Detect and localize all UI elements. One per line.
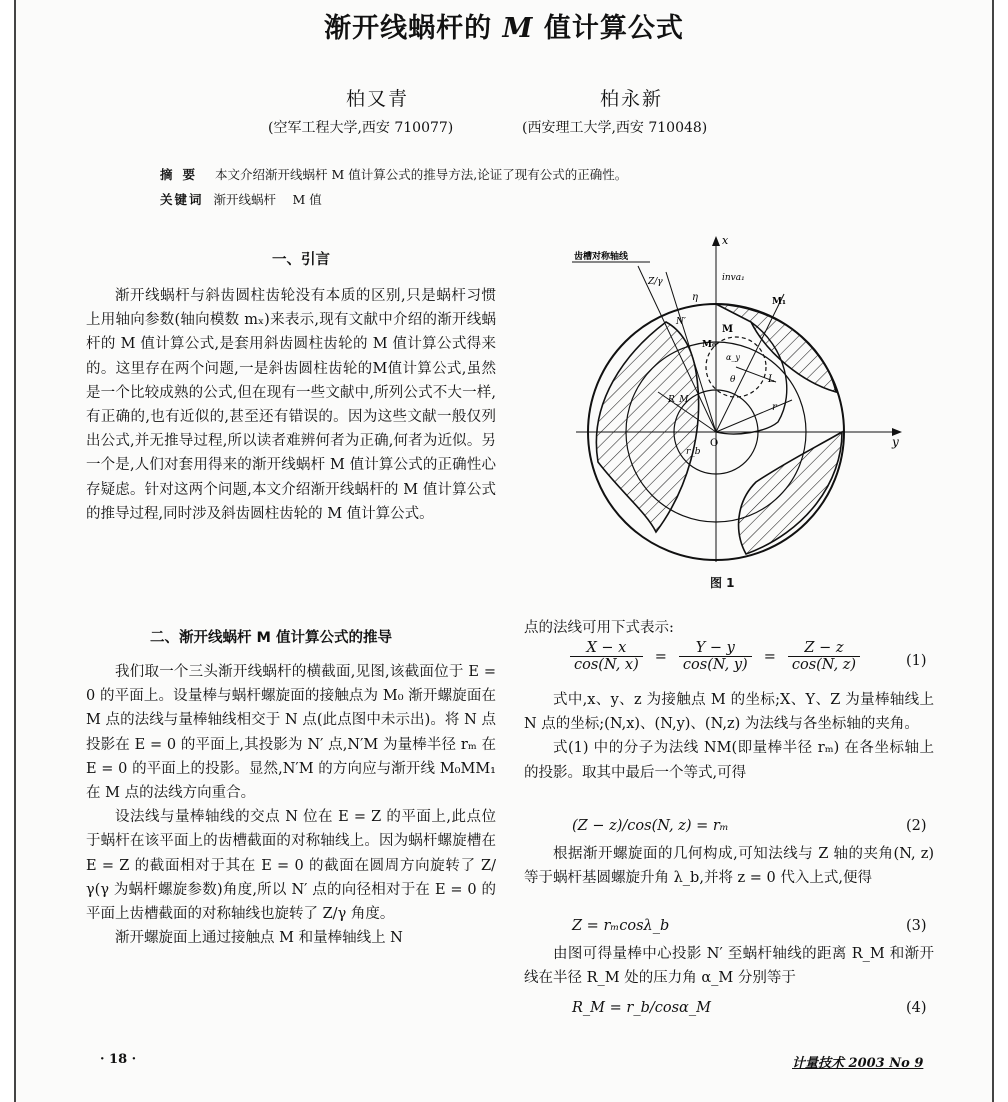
x-axis-arrow-icon	[712, 236, 720, 246]
section-1-heading: 一、引言	[272, 252, 330, 268]
section-2-paragraph: 设法线与量棒轴线的交点 N 位在 E = Z 的平面上,此点位于蜗杆在该平面上的齿槽截面的对称轴线上。因为蜗杆螺旋槽在 E = Z 的截面相对于其在 E = 0 的截面在圆周方向旋转了 Z/γ(γ 为蜗杆螺旋参数)角度,所以 N′ 点的向径相对于在 E = 0 的平面上齿槽截面的对称轴线也旋转了 Z/γ 角度。	[86, 809, 496, 923]
equation-1: $\frac{X - x}{\cos(N, x)}$ = $\frac{Y - y}{\cos(N, y)}$ = $\frac{Z - z}{\cos(N, z)}$	[564, 640, 866, 673]
right-col-para-1	[524, 688, 934, 785]
label-l: L	[768, 374, 775, 385]
author-2-name: 柏永新	[600, 88, 664, 110]
right-col-intro: 点的法线可用下式表示:	[524, 620, 674, 636]
right-paragraph: 由图可得量棒中心投影 N′ 至蜗杆轴线的距离 R_M 和渐开线在半径 R_M 处的压力角 α_M 分别等于	[524, 946, 934, 987]
eq1-numerator-1: X − x	[570, 640, 643, 657]
section-2-paragraph: 我们取一个三头渐开线蜗杆的横截面,见图,该截面位于 E = 0 的平面上。设量棒与蜗杆螺旋面的接触点为 M₀ 渐开螺旋面在 M 点的法线与量棒轴线相交于 N 点(此点图中未示出)。将 N 点投影在 E = 0 的平面上,其投影为 N′ 点,N′M 为量棒半径 rₘ 在 E = 0 的平面上的投影。显然,N′M 的方向应与渐开线 M₀MM₁ 在 M 点的法线方向重合。	[86, 664, 496, 802]
keywords-label: 关键词	[160, 192, 204, 207]
label-rb: r_b	[686, 447, 701, 457]
journal-footer: 计量技术 2003 No 9	[792, 1056, 924, 1071]
keywords	[160, 190, 322, 208]
label-x: x	[722, 234, 729, 247]
author-1-name: 柏又青	[346, 88, 410, 110]
hatched-tooth	[596, 322, 698, 532]
abstract	[160, 165, 627, 183]
right-paragraph: 式中,x、y、z 为接触点 M 的坐标;X、Y、Z 为量棒轴线上 N 点的坐标;(N,x)、(N,y)、(N,z) 为法线与各坐标轴的夹角。	[524, 692, 934, 733]
label-eta: η	[692, 292, 698, 303]
equation-2: (Z − z)/cos(N, z) = rₘ	[572, 818, 729, 834]
page-number: · 18 ·	[100, 1052, 137, 1067]
eq1-numerator-2: Y − y	[679, 640, 752, 657]
label-r: r	[772, 402, 777, 413]
label-inv: inva₁	[722, 273, 745, 283]
right-paragraph: 根据渐开螺旋面的几何构成,可知法线与 Z 轴的夹角(N, z)等于蜗杆基圆螺旋升角 λ_b,并将 z = 0 代入上式,便得	[524, 846, 934, 887]
label-theta: θ	[730, 375, 736, 385]
paper-title: 渐开线蜗杆的 M 值计算公式	[324, 13, 684, 44]
equation-4: R_M = r_b/cosα_M	[572, 1000, 711, 1016]
equation-3-number: (3)	[906, 918, 927, 934]
right-paragraph: 式(1) 中的分子为法线 NM(即量棒半径 rₘ) 在各坐标轴上的投影。取其中最后一个等式,可得	[524, 740, 934, 781]
label-m0: M₀	[702, 340, 716, 350]
label-symmetry-axis: 齿槽对称轴线	[574, 252, 629, 262]
section-2-paragraph: 渐开螺旋面上通过接触点 M 和量棒轴线上 N	[115, 930, 403, 947]
section-1-paragraph: 渐开线蜗杆与斜齿圆柱齿轮没有本质的区别,只是蜗杆习惯上用轴向参数(轴向模数 mₓ)来表示,现有文献中介绍的渐开线蜗杆的 M 值计算公式,是套用斜齿圆柱齿轮的 M 值计算公式得来的。这里存在两个问题,一是斜齿圆柱齿轮的M值计算公式,虽然是一个比较成熟的公式,但在现有一些文献中,所列公式不大一样,有正确的,也有近似的,甚至还有错误的。因为这些文献一般仅列出公式,并无推导过程,所以读者难辨何者为正确,何者为近似。另一个是,人们对套用得来的渐开线蜗杆 M 值计算公式的正确性心存疑虑。针对这两个问题,本文介绍渐开线蜗杆的 M 值计算公式的推导过程,同时涉及斜齿圆柱齿轮的 M 值计算公式。	[86, 288, 496, 522]
eq1-denominator-2: cos(N, y)	[682, 657, 748, 673]
equation-3: Z = rₘcosλ_b	[572, 918, 670, 934]
eq1-numerator-3: Z − z	[788, 640, 860, 657]
eq1-denominator-3: cos(N, z)	[791, 657, 857, 673]
section-2-heading: 二、渐开线蜗杆 M 值计算公式的推导	[150, 630, 393, 646]
author-2-affiliation: (西安理工大学,西安 710048)	[522, 120, 708, 136]
label-alpha: α_y	[726, 353, 740, 362]
abstract-text: 本文介绍渐开线蜗杆 M 值计算公式的推导方法,论证了现有公式的正确性。	[215, 167, 628, 182]
equation-2-number: (2)	[906, 818, 927, 834]
label-y: y	[892, 435, 899, 449]
right-col-para-4	[524, 942, 934, 990]
label-rm: R_M	[668, 395, 689, 405]
section-2-body	[86, 660, 496, 950]
equation-1-number: (1)	[906, 653, 927, 669]
author-1-affiliation: (空军工程大学,西安 710077)	[268, 120, 454, 136]
abstract-label: 摘要	[160, 167, 206, 182]
label-origin: O	[710, 438, 719, 449]
right-col-para-3	[524, 842, 934, 890]
paper-page	[14, 0, 994, 1102]
label-z-over-gamma: Z/γ	[648, 277, 663, 287]
label-n: N′	[676, 317, 686, 327]
right-col-intro-block	[524, 616, 934, 640]
equation-4-number: (4)	[906, 1000, 927, 1016]
worm-cross-section-figure	[546, 232, 916, 572]
eq1-denominator-1: cos(N, x)	[574, 657, 639, 673]
keywords-text: 渐开线蜗杆 M 值	[213, 192, 322, 207]
section-1-body	[86, 284, 496, 526]
label-m: M	[722, 324, 734, 335]
label-m1: M₁	[772, 297, 786, 307]
figure-caption: 图 1	[710, 576, 735, 590]
